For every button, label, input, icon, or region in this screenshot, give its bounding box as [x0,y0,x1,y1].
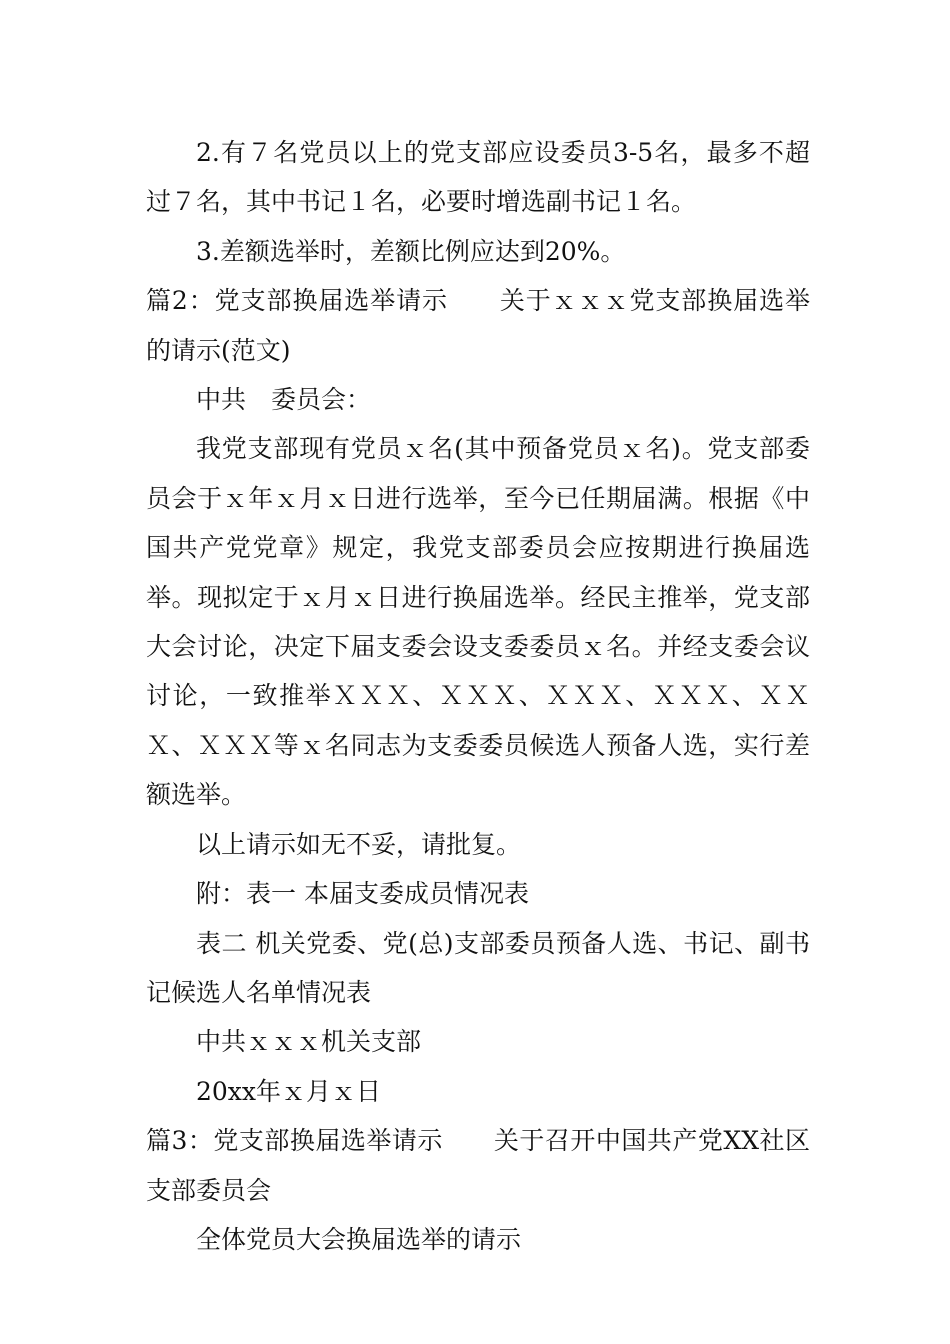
signature-org: 中共ｘｘｘ机关支部 [196,1027,422,1057]
paragraph-rule-2: 2.有７名党员以上的党支部应设委员3-5名，最多不超过７名，其中书记１名，必要时增选副书记１名。 [146,138,810,217]
addressee: 中共 委员会： [196,385,372,415]
paragraph-rule-3: 3.差额选举时，差额比例应达到20%。 [196,236,626,266]
attachment-table-2: 表二 机关党委、党(总)支部委员预备人选、书记、副书记候选人名单情况表 [146,928,810,1007]
section-heading-2: 篇2：党支部换届选举请示 关于ｘｘｘ党支部换届选举的请示(范文) [146,286,810,365]
section-heading-3: 篇3：党支部换届选举请示 关于召开中国共产党XX社区支部委员会 [146,1126,810,1205]
section-3-title-continued: 全体党员大会换届选举的请示 [196,1224,522,1254]
closing-line: 以上请示如无不妥，请批复。 [196,829,522,859]
document-body [146,128,810,1264]
signature-date: 20xx年ｘ月ｘ日 [196,1076,382,1106]
attachment-table-1: 附：表一 本届支委成员情况表 [196,879,529,909]
request-body: 我党支部现有党员ｘ名(其中预备党员ｘ名)。党支部委员会于ｘ年ｘ月ｘ日进行选举，至今已任期届满。根据《中国共产党党章》规定，我党支部委员会应按期进行换届选举。现拟定于ｘ月ｘ日进行换届选举。经民主推举，党支部大会讨论，决定下届支委会设支委委员ｘ名。并经支委会议讨论，一致推举ＸＸＸ、ＸＸＸ、ＸＸＸ、ＸＸＸ、ＸＸＸ、ＸＸＸ等ｘ名同志为支委委员候选人预备人选，实行差额选举。 [146,434,810,810]
